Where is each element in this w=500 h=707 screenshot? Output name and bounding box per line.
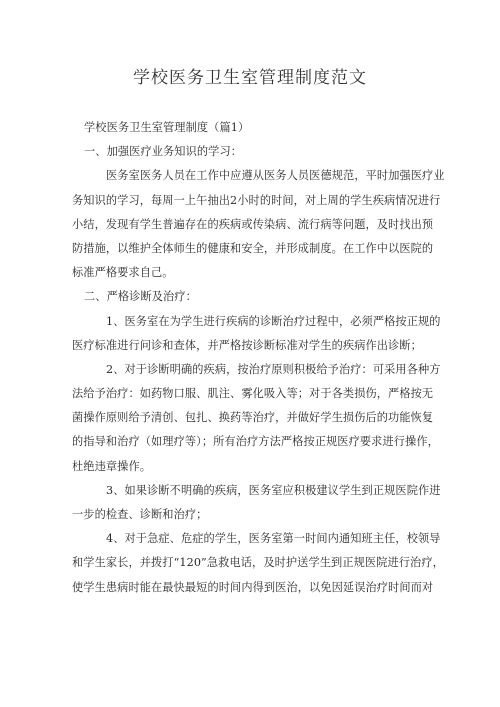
paragraph-line: 菌操作原则给予清创、包扎、换药等治疗，并做好学生损伤后的功能恢复 (72, 411, 434, 425)
paragraph-line: 标准严格要求自己。 (72, 266, 174, 280)
document-title: 学校医务卫生室管理制度范文 (133, 68, 367, 88)
paragraph-line: 的指导和治疗（如理疗等）；所有治疗方法严格按正规医疗要求进行操作， (72, 435, 439, 449)
paragraph-line: 4、对于急症、危症的学生，医务室第一时间内通知班主任，校领导 (106, 532, 441, 546)
section-heading: 学校医务卫生室管理制度（篇1） (84, 121, 250, 134)
paragraph-line: 和学生家长，并拨打“120”急救电话，及时护送学生到正规医院进行治疗， (72, 556, 444, 570)
paragraph-line: 1、医务室在为学生进行疾病的诊断治疗过程中，必须严格按正规的 (106, 314, 441, 328)
paragraph-line: 医务室医务人员在工作中应遵从医务人员医德规范，平时加强医疗业 (106, 169, 445, 183)
paragraph-line: 小结，发现有学生普遍存在的疾病或传染病、流行病等问题，及时找出预 (72, 217, 434, 231)
subheading-1: 一、加强医疗业务知识的学习： (84, 145, 243, 159)
paragraph-line: 3、如果诊断不明确的疾病，医务室应积极建议学生到正规医院作进 (106, 483, 441, 497)
paragraph-line: 杜绝违章操作。 (72, 459, 152, 473)
subheading-2: 二、严格诊断及治疗： (84, 290, 197, 304)
paragraph-line: 防措施，以维护全体师生的健康和安全，并形成制度。在工作中以医院的 (72, 241, 434, 255)
document-body (72, 116, 445, 600)
paragraph-line: 务知识的学习，每周一上午抽出2小时的时间，对上周的学生疾病情况进行 (72, 193, 441, 207)
paragraph-line: 法给予治疗：如药物口服、肌注、雾化吸入等；对于各类损伤，严格按无 (72, 387, 434, 401)
paragraph-line: 医疗标准进行问诊和查体，并严格按诊断标准对学生的疾病作出诊断； (72, 338, 422, 352)
paragraph-line: 使学生患病时能在最快最短的时间内得到医治，以免因延误治疗时间而对 (72, 580, 434, 594)
paragraph-line: 2、对于诊断明确的疾病，按治疗原则积极给予治疗：可采用各种方 (106, 362, 441, 376)
paragraph-line: 一步的检查、诊断和治疗； (72, 508, 208, 521)
